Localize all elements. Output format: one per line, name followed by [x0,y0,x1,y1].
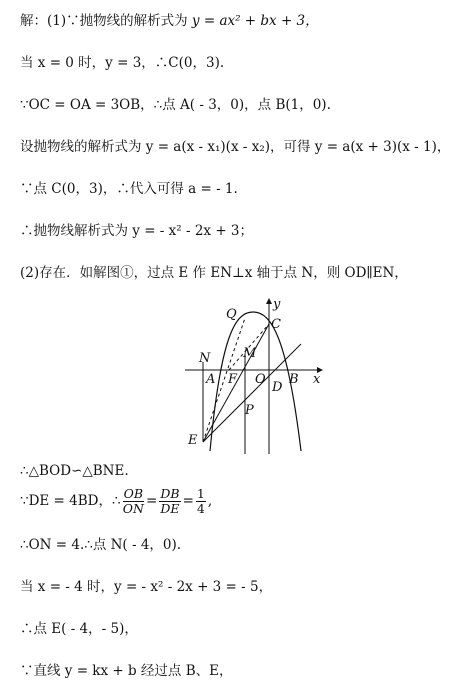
label-D: D [272,380,283,395]
denominator: ON [122,500,144,516]
solution-line-10: ∴ON = 4.∴点 N( - 4，0). [20,537,182,553]
label-N: N [199,351,211,366]
solution-line-3: ∵OC = OA = 3OB，∴点 A( - 3，0)，点 B(1，0). [20,97,331,113]
label-y: y [273,297,281,312]
label-B: B [289,372,299,387]
solution-line-8: ∴△BOD∽△BNE. [20,463,129,479]
label-M: M [243,346,257,361]
equals-sign: = [146,493,158,509]
numerator: 1 [196,485,205,501]
text-run: 当 [20,55,34,71]
label-P: P [245,403,254,418]
denominator: DE [160,500,180,516]
label-O: O [255,372,266,387]
solution-line-13: ∵直线 y = kx + b 经过点 B、E， [20,663,233,679]
parabola-figure [183,296,333,456]
solution-line-5: ∵点 C(0，3)，∴代入可得 a = - 1. [20,181,238,197]
denominator: 4 [196,500,205,516]
fraction-OB-ON [123,487,144,516]
solution-line-9 [20,484,212,518]
label-E: E [188,433,198,448]
label-Q: Q [226,307,237,322]
solution-line-11: 当 x = - 4 时，y = - x² - 2x + 3 = - 5， [20,579,273,595]
text-run: ∵DE = 4BD，∴ [20,493,121,509]
y-axis-arrow [266,298,272,304]
label-A: A [206,372,216,387]
numerator: DB [160,485,180,501]
punctuation: , [207,493,213,509]
equation: y = ax² + bx + 3， [191,13,319,29]
solution-line-2 [20,54,224,72]
numerator: OB [123,485,144,501]
solution-line-6: ∴抛物线解析式为 y = - x² - 2x + 3； [20,223,254,239]
solution-line-7: (2)存在．如解图①，过点 E 作 EN⊥x 轴于点 N，则 OD∥EN， [20,265,408,281]
fraction-DB-DE [159,487,180,516]
label-F: F [228,372,238,387]
fraction-1-4 [196,487,206,516]
equals-sign: = [182,493,194,509]
solution-line-12: ∴点 E( - 4，- 5)， [20,621,138,637]
label-x: x [313,372,321,387]
solution-line-4: 设抛物线的解析式为 y = a(x - x₁)(x - x₂)，可得 y = a(x + 3)(x - 1)， [20,139,451,155]
text-run: 解：(1)∵抛物线的解析式为 [20,13,188,29]
text-run: x = 0 时，y = 3，∴C(0，3). [37,55,225,71]
label-C: C [271,317,281,332]
solution-line-1 [20,12,319,30]
